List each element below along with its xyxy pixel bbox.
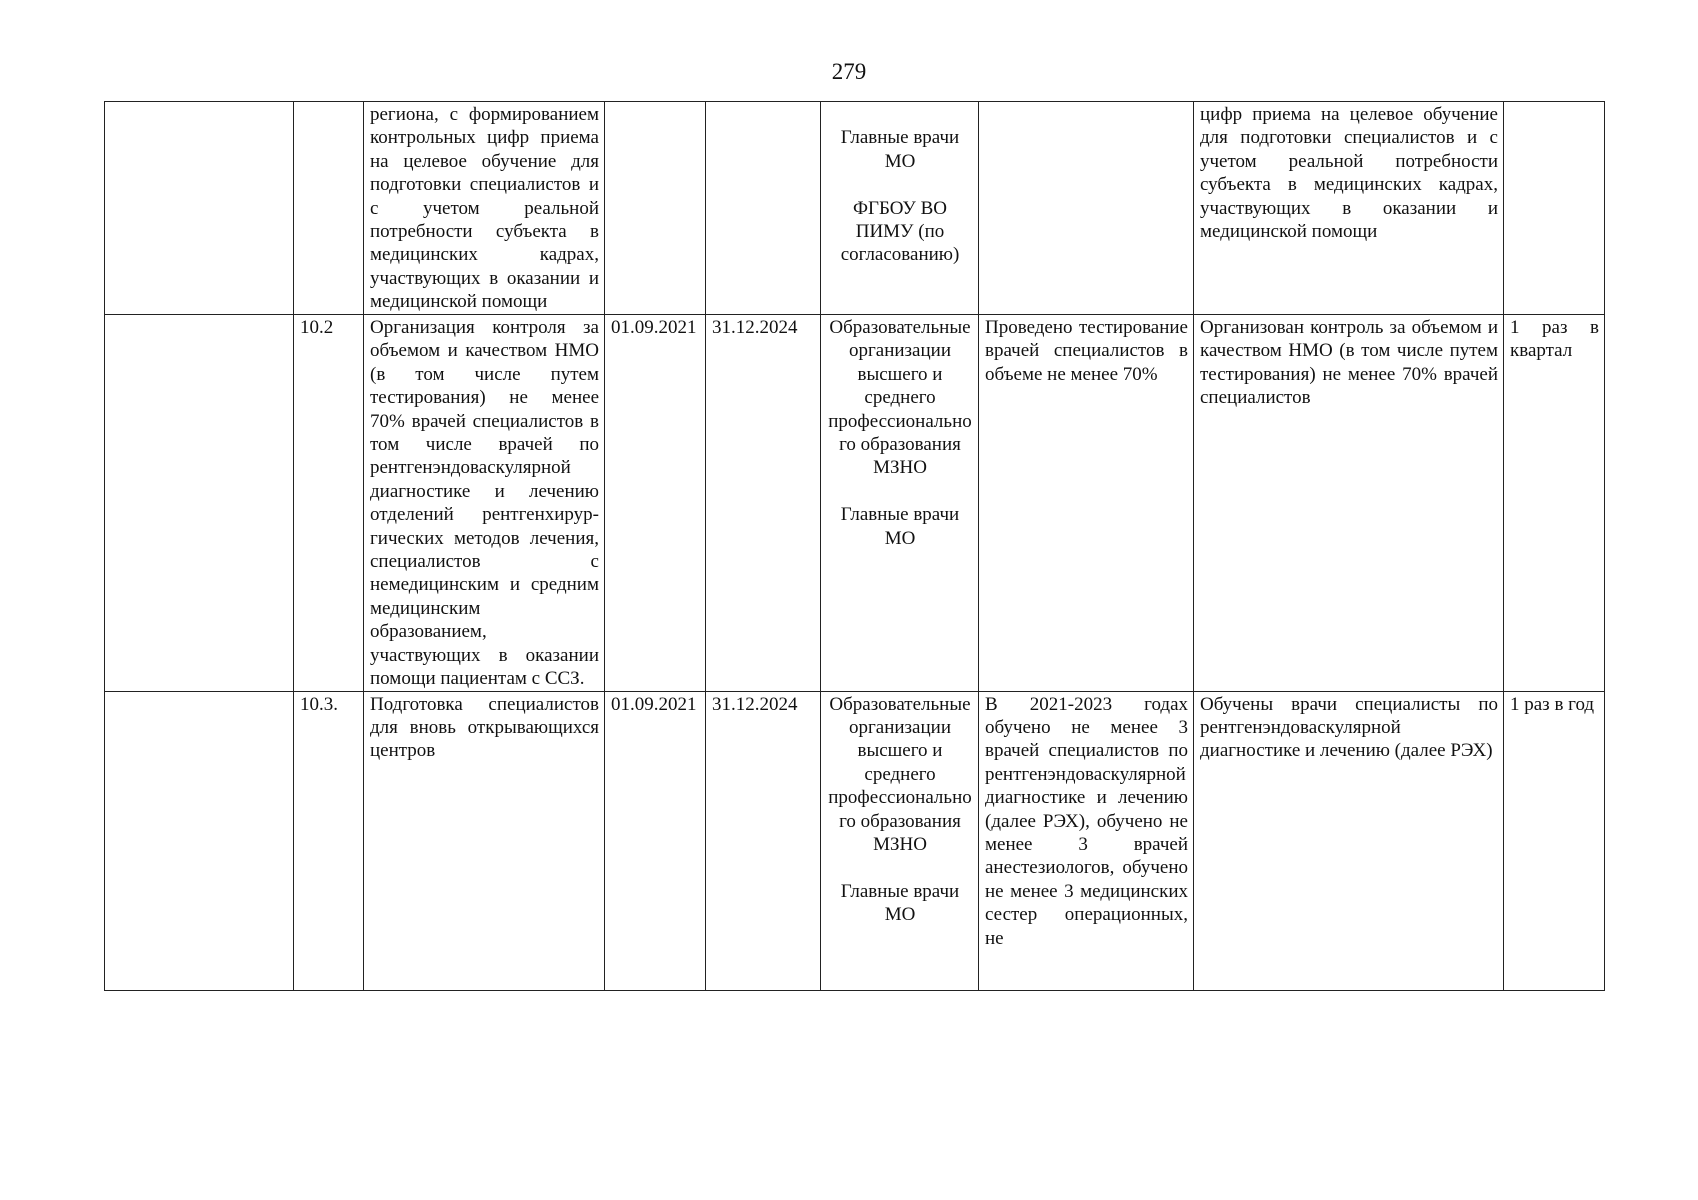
indicator-cell: Проведено тестирование врачей специалистов в объеме не менее 70% bbox=[979, 315, 1194, 692]
frequency-cell: 1 раз в год bbox=[1504, 691, 1605, 990]
indicator-cell bbox=[979, 102, 1194, 315]
result-cell: цифр приема на целевое обучение для подготовки специалистов и с учетом реальной потребности субъекта в медицинских кадрах, участвующих в оказании и медицинской помощи bbox=[1194, 102, 1504, 315]
indicator-cell: В 2021-2023 годах обучено не менее 3 врачей специалистов по рентгенэндоваскулярной диагностике и лечению (далее РЭХ), обучено не менее 3 врачей анестезиологов, обучено не менее 3 медицинских сестер операционных, не bbox=[979, 691, 1194, 990]
measure-cell: региона, с формированием контрольных цифр приема на целевое обучение для подготовки специалистов и с учетом реальной потребности субъекта в медицинских кадрах, участвующих в оказании и медицинской помощи bbox=[364, 102, 605, 315]
table-row bbox=[105, 691, 1605, 990]
start-date-cell: 01.09.2021 bbox=[605, 691, 706, 990]
empty-cell bbox=[105, 691, 294, 990]
table-row bbox=[105, 102, 1605, 315]
empty-cell bbox=[105, 102, 294, 315]
responsible-entry: ФГБОУ ВО ПИМУ (по согласованию) bbox=[840, 197, 960, 266]
responsible-cell bbox=[821, 102, 979, 315]
empty-cell bbox=[105, 315, 294, 692]
responsible-entry: Главные врачи МО bbox=[840, 127, 960, 172]
item-number-cell: 10.3. bbox=[294, 691, 364, 990]
responsible-entry: Главные врачи МО bbox=[840, 504, 960, 549]
measures-table bbox=[104, 101, 1605, 991]
responsible-entry: Образовательные организации высшего и среднего профессионального образования МЗНО bbox=[828, 317, 972, 479]
start-date-cell bbox=[605, 102, 706, 315]
responsible-cell bbox=[821, 691, 979, 990]
responsible-entry: Образовательные организации высшего и среднего профессионального образования МЗНО bbox=[828, 693, 972, 855]
item-number-cell bbox=[294, 102, 364, 315]
item-number-cell: 10.2 bbox=[294, 315, 364, 692]
frequency-cell: 1 раз в квартал bbox=[1504, 315, 1605, 692]
measure-cell: Организация контроля за объемом и качеством НМО (в том числе путем тестирования) не менее 70% врачей специалистов в том числе врачей по рентгенэндоваскулярной диагностике и лечению отделений рентгенхирур-гических методов лечения, специалистов с немедицинским и средним медицинским образованием, участвующих в оказании помощи пациентам с ССЗ. bbox=[364, 315, 605, 692]
table-row bbox=[105, 315, 1605, 692]
result-cell: Обучены врачи специалисты по рентгенэндоваскулярной диагностике и лечению (далее РЭХ) bbox=[1194, 691, 1504, 990]
page-number: 279 bbox=[831, 59, 867, 84]
end-date-cell: 31.12.2024 bbox=[706, 691, 821, 990]
end-date-cell: 31.12.2024 bbox=[706, 315, 821, 692]
responsible-cell bbox=[821, 315, 979, 692]
responsible-entry: Главные врачи МО bbox=[840, 880, 960, 926]
result-cell: Организован контроль за объемом и качеством НМО (в том числе путем тестирования) не менее 70% врачей специалистов bbox=[1194, 315, 1504, 692]
start-date-cell: 01.09.2021 bbox=[605, 315, 706, 692]
frequency-cell bbox=[1504, 102, 1605, 315]
end-date-cell bbox=[706, 102, 821, 315]
measure-cell: Подготовка специалистов для вновь открывающихся центров bbox=[364, 691, 605, 990]
